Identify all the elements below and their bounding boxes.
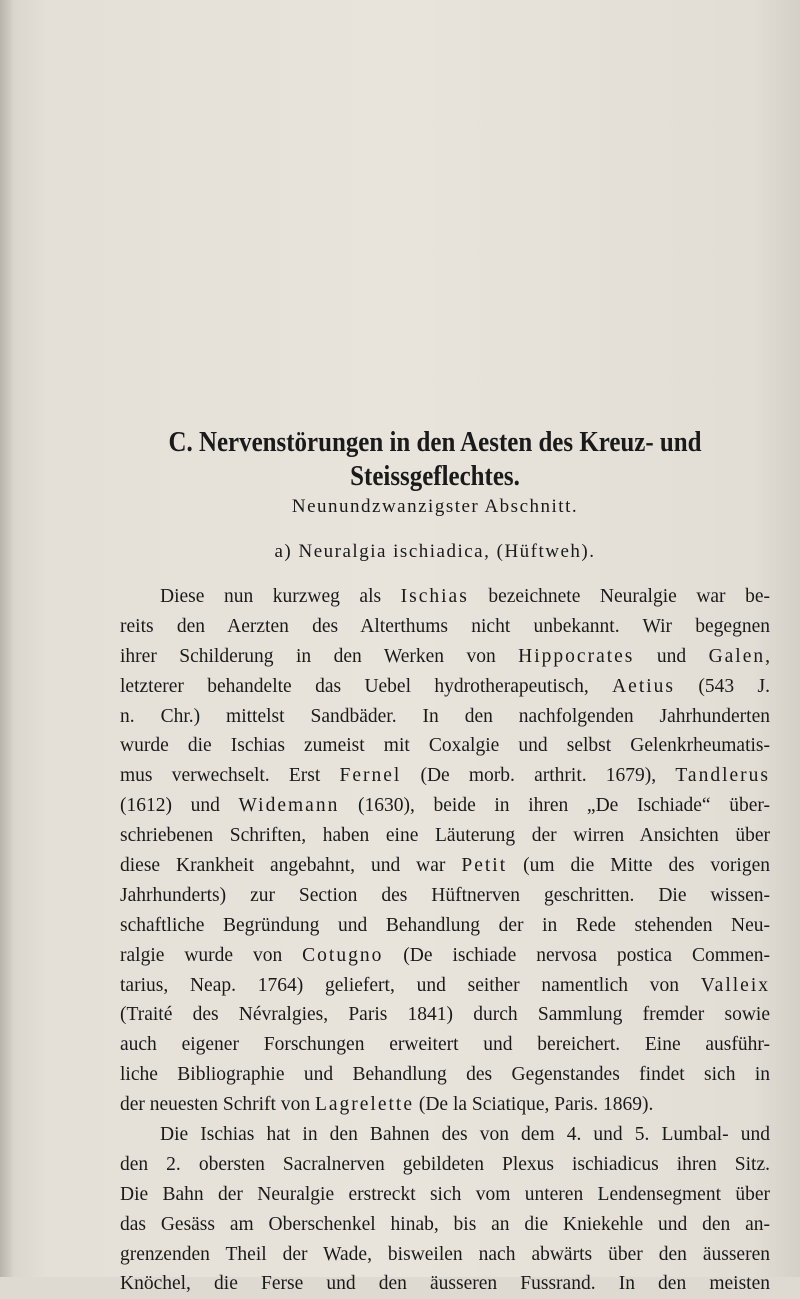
text-segment: (De ischiade nervosa postica Commen- [383, 944, 770, 966]
text-line [120, 1240, 770, 1270]
text-segment: und [634, 645, 709, 667]
text-line [120, 911, 770, 941]
text-line [120, 1090, 770, 1120]
text-segment: Die Ischias hat in den Bahnen des von dem 4. und 5. Lumbal- und [160, 1124, 770, 1146]
text-segment: (1612) und [120, 795, 239, 817]
text-segment: mus verwechselt. Erst [120, 765, 340, 787]
text-segment: letzterer behandelte das Uebel hydrotherapeutisch, [120, 675, 613, 697]
text-segment: Diese nun kurzweg als [160, 586, 401, 607]
text-line [120, 612, 770, 642]
text-segment: (1630), beide in ihren „De Ischiade“ über- [339, 795, 770, 817]
text-segment: (543 J. [675, 675, 770, 697]
text-segment: (Traité des Névralgies, Paris 1841) durch Sammlung fremder sowie [120, 1004, 770, 1026]
text-line [120, 1269, 770, 1299]
text-segment: das Gesäss am Oberschenkel hinab, bis an die Kniekehle und den an- [120, 1213, 770, 1235]
spaced-name: Hippocrates [518, 645, 635, 667]
section-title: Neunundzwanzigster Abschnitt. [291, 496, 579, 517]
text-segment: bezeichnete Neuralgie war be- [468, 586, 770, 607]
text-line [120, 1030, 770, 1060]
spaced-name: Galen [708, 645, 766, 667]
spaced-name: Cotugno [302, 944, 384, 966]
text-segment: wurde die Ischias zumeist mit Coxalgie und selbst Gelenkrheumatis- [120, 735, 770, 757]
text-segment: auch eigener Forschungen erweitert und bereichert. Eine ausführ- [120, 1034, 770, 1056]
text-line [120, 582, 770, 612]
text-segment: grenzenden Theil der Wade, bisweilen nach abwärts über den äusseren [120, 1243, 770, 1265]
spaced-name: Tandlerus [675, 765, 770, 787]
spaced-name: Fernel [339, 765, 402, 787]
text-line [120, 1210, 770, 1240]
spaced-name: Aetius [612, 675, 676, 697]
text-segment: n. Chr.) mittelst Sandbäder. In den nachfolgenden Jahrhunderten [120, 705, 770, 727]
text-segment: Jahrhunderts) zur Section des Hüftnerven geschritten. Die wissen- [120, 884, 770, 906]
text-segment: liche Bibliographie und Behandlung des Gegenstandes findet sich in [120, 1064, 770, 1086]
text-line [120, 702, 770, 732]
text-segment: ihrer Schilderung in den Werken von [120, 645, 519, 667]
text-line [120, 1120, 770, 1150]
text-line [120, 881, 770, 911]
text-line [120, 971, 770, 1001]
text-line [120, 821, 770, 851]
text-line [120, 642, 770, 672]
spaced-name: Petit [461, 855, 508, 877]
text-line [120, 672, 770, 702]
text-segment: ralgie wurde von [120, 944, 303, 966]
text-line [120, 1180, 770, 1210]
text-segment: reits den Aerzten des Alterthums nicht unbekannt. Wir begegnen [120, 615, 770, 637]
text-segment: tarius, Neap. 1764) geliefert, und seither namentlich von [120, 974, 701, 996]
chapter-heading-line-1: C. Nervenstörungen in den Aesten des Kreuz- und [168, 426, 702, 459]
text-segment: (De la Sciatique, Paris. 1869). [413, 1094, 654, 1116]
text-line [120, 791, 770, 821]
text-segment: Knöchel, die Ferse und den äusseren Fussrand. In den meisten [120, 1273, 770, 1295]
body-text [120, 582, 770, 1299]
text-segment: schaftliche Begründung und Behandlung der in Rede stehenden Neu- [120, 914, 770, 936]
text-segment: der neuesten Schrift von [120, 1094, 315, 1116]
spaced-name: Widemann [238, 795, 340, 817]
chapter-heading-line-2: Steissgeflechtes. [350, 460, 520, 493]
text-segment: , [765, 645, 770, 667]
text-line [120, 731, 770, 761]
text-segment: schriebenen Schriften, haben eine Läuterung der wirren Ansichten über [120, 825, 770, 847]
text-segment: Die Bahn der Neuralgie erstreckt sich vom unteren Lendensegment über [120, 1183, 770, 1205]
page-binding-shadow [0, 0, 14, 1277]
text-segment: diese Krankheit angebahnt, und war [120, 855, 462, 877]
text-line [120, 1150, 770, 1180]
text-line [120, 941, 770, 971]
spaced-name: Valleix [700, 974, 770, 996]
text-segment: den 2. obersten Sacralnerven gebildeten Plexus ischiadicus ihren Sitz. [120, 1153, 770, 1175]
text-line [120, 761, 770, 791]
text-segment: (De morb. arthrit. 1679), [401, 765, 676, 787]
spaced-name: Lagrelette [314, 1094, 414, 1116]
text-segment: (um die Mitte des vorigen [507, 855, 770, 877]
text-line [120, 1060, 770, 1090]
spaced-name: Ischias [400, 586, 469, 607]
subsection-title: a) Neuralgia ischiadica, (Hüftweh). [274, 541, 596, 562]
text-line [120, 851, 770, 881]
text-line [120, 1000, 770, 1030]
